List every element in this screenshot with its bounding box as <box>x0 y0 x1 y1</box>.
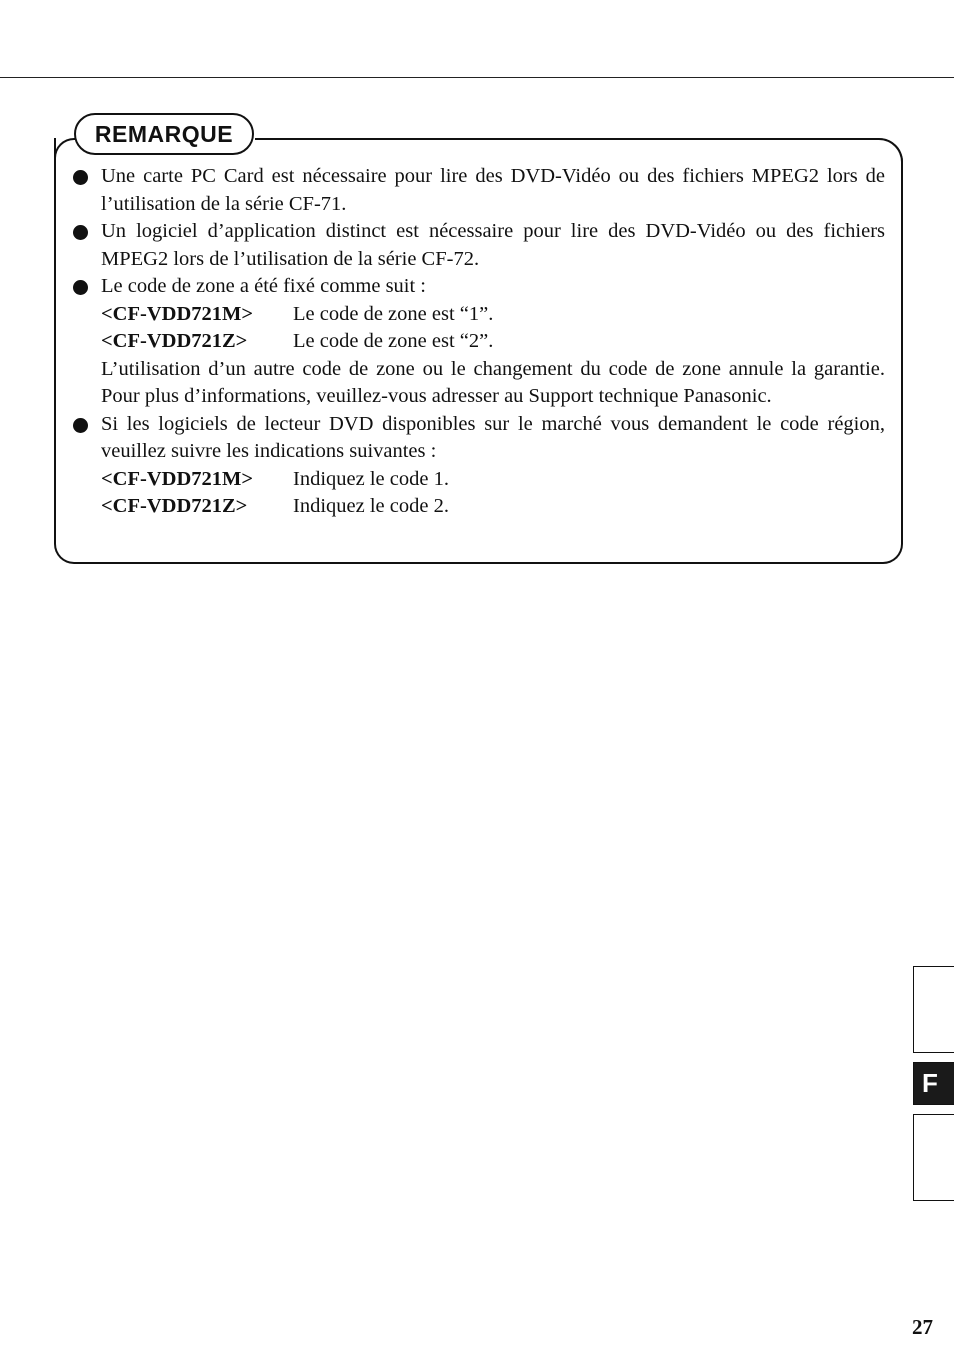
list-item <box>73 163 885 218</box>
note-frame-top-line <box>255 138 879 140</box>
model-name: <CF-VDD721Z> <box>101 330 248 352</box>
zone-code-row <box>101 466 885 494</box>
model-name: <CF-VDD721M> <box>101 302 254 325</box>
note-body <box>73 163 885 521</box>
item-text: Le code de zone a été fixé comme suit : <box>101 275 427 297</box>
item-text: Un logiciel d’application distinct est nécessaire pour lire des DVD-Vidéo ou des fichiers MPEG2 lors de l’utilisation de la série CF-72. <box>101 220 885 270</box>
note-frame-corner <box>878 138 903 164</box>
list-item <box>73 273 885 411</box>
zone-code-row <box>101 301 885 329</box>
bullet-icon <box>73 418 88 433</box>
bullet-icon <box>73 170 88 185</box>
page-number: 27 <box>912 1315 933 1339</box>
language-tab <box>913 1114 954 1201</box>
list-item <box>73 411 885 521</box>
bullet-icon <box>73 225 88 240</box>
zone-code-value: Le code de zone est “2”. <box>293 330 494 352</box>
item-text: Si les logiciels de lecteur DVD disponibles sur le marché vous demandent le code région, veuillez suivre les indications suivantes : <box>101 412 885 462</box>
language-tab-active: F <box>913 1062 954 1105</box>
note-heading: REMARQUE <box>74 113 254 155</box>
model-name: <CF-VDD721Z> <box>101 495 248 517</box>
zone-code-value: Indiquez le code 1. <box>293 467 449 490</box>
zone-code-row <box>101 328 885 356</box>
zone-code-value: Indiquez le code 2. <box>293 495 449 517</box>
zone-code-row <box>101 493 885 521</box>
top-rule <box>0 77 954 78</box>
zone-code-value: Le code de zone est “1”. <box>293 302 494 325</box>
item-text: L’utilisation d’un autre code de zone ou le changement du code de zone annule la garantie. Pour plus d’informations, veuillez-vous adresser au Support technique Panasonic. <box>101 357 885 407</box>
list-item <box>73 218 885 273</box>
item-text: Une carte PC Card est nécessaire pour lire des DVD-Vidéo ou des fichiers MPEG2 lors de l’utilisation de la série CF-71. <box>101 165 885 215</box>
language-tab <box>913 966 954 1053</box>
bullet-icon <box>73 280 88 295</box>
model-name: <CF-VDD721M> <box>101 467 254 490</box>
